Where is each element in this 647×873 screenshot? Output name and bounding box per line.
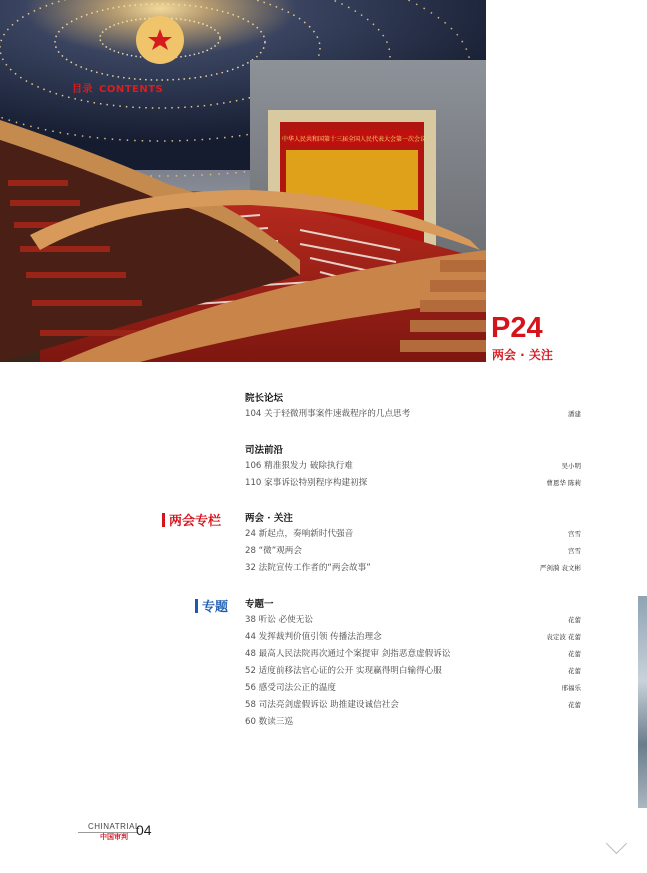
category-zhuanti [195, 596, 228, 615]
section-title: 院长论坛 [245, 393, 284, 404]
section-title: 司法前沿 [245, 445, 284, 456]
entry-page: 104 [245, 409, 262, 419]
entry-page: 28 [245, 546, 256, 556]
entry-page: 56 [245, 683, 256, 693]
entry-title: 最高人民法院再次通过个案提审 剑指恶意虚假诉讼 [258, 649, 451, 659]
toc-entry[interactable] [245, 714, 581, 731]
entry-page: 44 [245, 632, 256, 642]
toc-section-judicial-frontier [245, 444, 581, 492]
toc-entry[interactable] [245, 560, 581, 577]
toc-entry[interactable] [245, 612, 581, 629]
callout-label: 两会 · 关注 [492, 348, 553, 362]
entry-title: “微”观两会 [258, 546, 302, 556]
toc-entry[interactable] [245, 526, 581, 543]
toc-entry[interactable] [245, 475, 581, 492]
category-lianghui [162, 510, 221, 529]
section-title: 专题一 [245, 599, 274, 610]
entry-page: 52 [245, 666, 256, 676]
brand-cn: 中国审判 [100, 833, 128, 841]
page-corner-mark [606, 833, 627, 854]
entry-author: 花蕾 [568, 667, 581, 675]
toc-section-lianghui-focus [245, 512, 581, 577]
category-marker [195, 599, 198, 613]
category-marker [162, 513, 165, 527]
brand-en: CHINATRIAL [88, 822, 140, 831]
entry-author: 宫雪 [568, 547, 581, 555]
entry-title: 司法亮剑虚假诉讼 助推建设诚信社会 [258, 700, 399, 710]
entry-author: 花蕾 [568, 616, 581, 624]
entry-title: 感受司法公正的温度 [258, 683, 337, 693]
entry-title: 适度前移法官心证的公开 实现赢得明白输得心服 [258, 666, 442, 676]
toc-entry[interactable] [245, 543, 581, 560]
entry-author: 花蕾 [568, 650, 581, 658]
great-hall-illustration [0, 0, 486, 362]
entry-author: 潘建 [568, 410, 581, 418]
entry-title: 数读三巡 [258, 717, 294, 727]
entry-title: 听讼 必使无讼 [258, 615, 313, 625]
entry-page: 38 [245, 615, 256, 625]
entry-title: 新起点，奏响新时代强音 [258, 529, 354, 539]
entry-page: 32 [245, 563, 256, 573]
page-footer [78, 820, 198, 844]
entry-page: 60 [245, 717, 256, 727]
entry-title: 发挥裁判价值引领 传播法治理念 [258, 632, 382, 642]
category-label: 两会专栏 [169, 514, 222, 529]
entry-page: 24 [245, 529, 256, 539]
entry-page: 110 [245, 478, 262, 488]
entry-page: 106 [245, 461, 262, 471]
contents-tag-en: CONTENTS [99, 84, 164, 95]
toc-section-special-topic-1 [245, 598, 581, 731]
entry-title: 家事诉讼特别程序构建初探 [264, 478, 368, 488]
entry-author: 邢福乐 [561, 684, 581, 692]
entry-title: 关于轻微刑事案件速裁程序的几点思考 [264, 409, 411, 419]
toc-entry[interactable] [245, 663, 581, 680]
entry-author: 袁定波 花蕾 [546, 633, 581, 641]
contents-tag-cn: 目录 [72, 84, 93, 95]
entry-page: 48 [245, 649, 256, 659]
stage-banner-text: 中华人民共和国第十三届全国人民代表大会第一次会议 [281, 136, 427, 143]
toc-entry[interactable] [245, 629, 581, 646]
entry-author: 严剑漪 袁文彬 [539, 564, 581, 572]
section-title: 两会 · 关注 [245, 513, 293, 524]
category-label: 专题 [202, 600, 229, 615]
entry-author: 宫雪 [568, 530, 581, 538]
toc-entry[interactable] [245, 697, 581, 714]
toc-entry[interactable] [245, 680, 581, 697]
entry-author: 曹恩华 陈莉 [546, 479, 581, 487]
toc-entry[interactable] [245, 458, 581, 475]
next-page-edge [638, 596, 647, 808]
entry-page: 58 [245, 700, 256, 710]
hero-photo [0, 0, 486, 362]
toc-entry[interactable] [245, 406, 581, 423]
page-number: 04 [136, 822, 152, 838]
entry-title: 法院宣传工作者的“两会故事” [258, 563, 371, 573]
toc-entry[interactable] [245, 646, 581, 663]
entry-title: 精准狠发力 破除执行难 [264, 461, 353, 471]
toc-section-president-forum [245, 392, 581, 423]
entry-author: 吴小明 [561, 462, 581, 470]
callout-page-number: P24 [491, 312, 543, 344]
contents-tag [72, 80, 163, 95]
entry-author: 花蕾 [568, 701, 581, 709]
